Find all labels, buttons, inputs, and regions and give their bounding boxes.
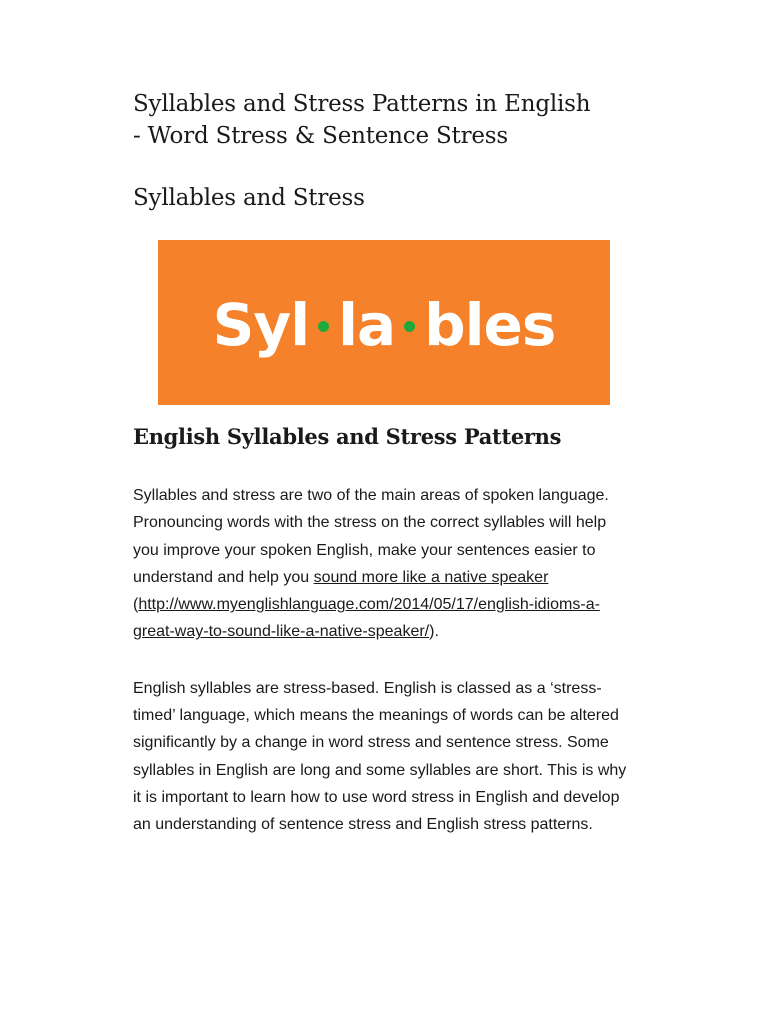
- document-title-line1: Syllables and Stress Patterns in English: [133, 91, 591, 117]
- paragraph-intro-text: Syllables and stress are two of the main areas of spoken language. Pronouncing words with the stress on the correct syllables will help you improve your spoken English, make your sentences easier to understand and help you: [133, 487, 609, 586]
- paragraph-stress-timed: English syllables are stress-based. English is classed as a ‘stress-timed’ language, which means the meanings of words can be altered significantly by a change in word stress and sentence stress. Some syllables in English are long and some syllables are short. This is why it is important to learn how to use word stress in English and develop an understanding of sentence stress and English stress patterns.: [133, 679, 627, 834]
- url-close-text: ).: [429, 623, 439, 641]
- syllables-banner-image: [158, 240, 610, 405]
- banner-syllable-2: la: [338, 290, 396, 359]
- document-title: [133, 88, 633, 152]
- banner-syllable-1: Syl: [212, 290, 310, 359]
- syllable-divider-dot-icon: [318, 321, 329, 332]
- banner-syllable-3: bles: [424, 290, 556, 359]
- paragraph-intro: [133, 482, 633, 646]
- document-page: [133, 88, 633, 839]
- sub-heading: English Syllables and Stress Patterns: [133, 424, 562, 449]
- url-open-paren: (: [133, 596, 139, 614]
- native-speaker-url-link[interactable]: http://www.myenglishlanguage.com/2014/05/17/english-idioms-a-great-way-to-sound-like-a-native-speaker/: [133, 596, 600, 641]
- section-title: Syllables and Stress: [133, 185, 365, 211]
- native-speaker-link[interactable]: sound more like a native speaker: [313, 568, 549, 586]
- syllable-divider-dot-icon: [404, 321, 415, 332]
- banner-word: [213, 291, 556, 359]
- document-title-line2: - Word Stress & Sentence Stress: [133, 123, 509, 149]
